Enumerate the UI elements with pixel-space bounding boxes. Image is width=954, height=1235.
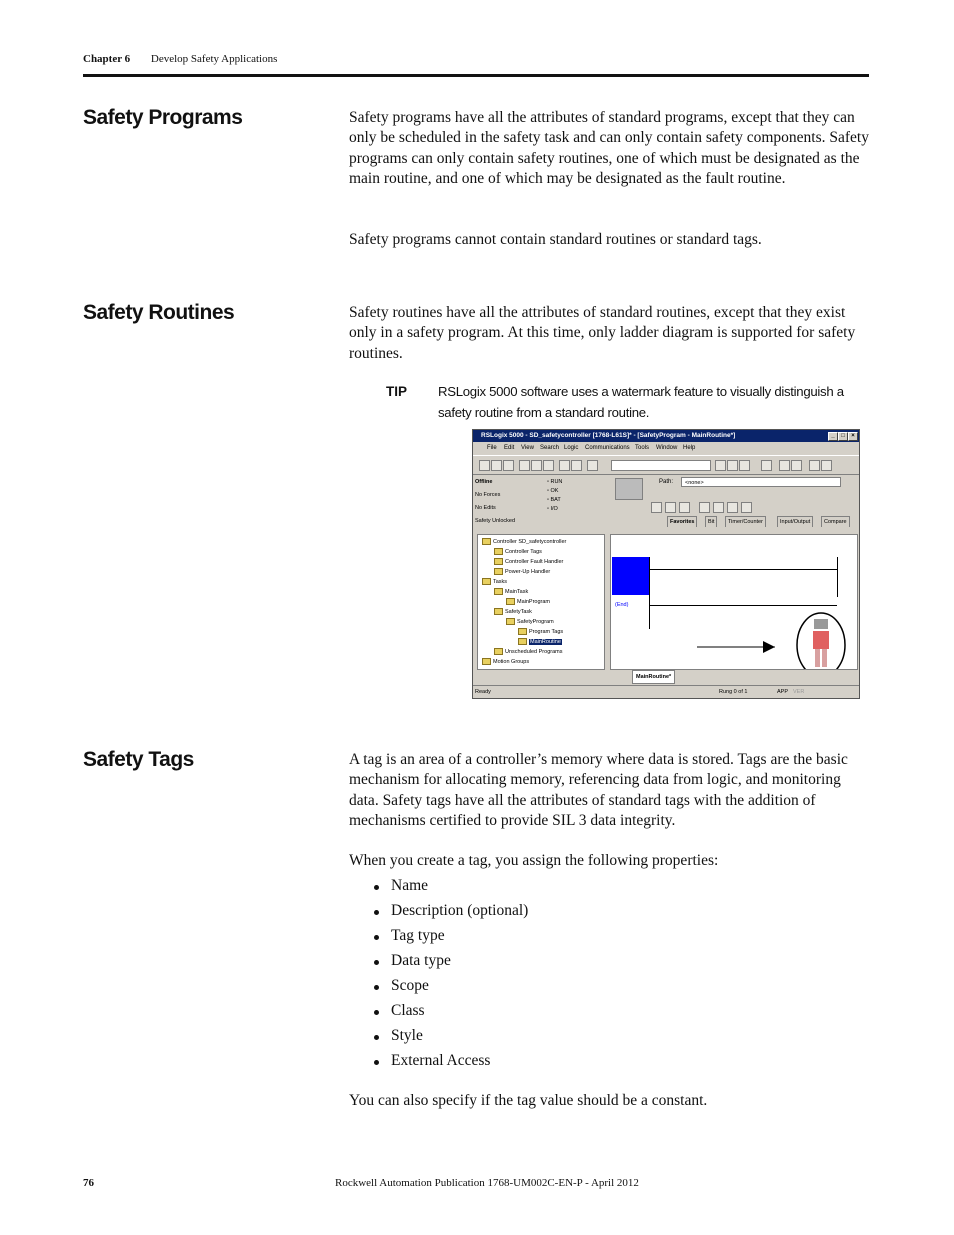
tree-motion-groups <box>482 658 529 665</box>
otl-icon <box>741 502 752 513</box>
menu-bar <box>473 443 859 453</box>
search-combo <box>611 460 711 471</box>
list-item: Style <box>372 1025 528 1050</box>
folder-icon <box>482 658 491 665</box>
menu-help: Help <box>683 445 696 451</box>
status-bar <box>473 685 859 698</box>
folder-icon <box>494 568 503 575</box>
tag-properties-list <box>372 875 528 1075</box>
indicator-run-label: RUN <box>550 479 563 485</box>
menu-logic: Logic <box>564 445 579 451</box>
controller-organizer <box>477 534 605 670</box>
ote-icon <box>727 502 738 513</box>
tree-tasks <box>482 578 507 585</box>
indicator-ok-label: OK <box>550 488 559 494</box>
level-icon <box>679 502 690 513</box>
key-switch-icon <box>615 478 643 500</box>
list-item: Scope <box>372 975 528 1000</box>
tree-controller-tags-label: Controller Tags <box>505 548 542 555</box>
indicator-ok: ▫ OK <box>547 488 559 494</box>
indicator-bat: ▫ BAT <box>547 497 561 503</box>
tags-paragraph-2: When you create a tag, you assign the following properties: <box>349 852 719 869</box>
status-rung: Rung 0 of 1 <box>719 689 748 695</box>
tree-safety-task <box>494 608 532 615</box>
tip-text: RSLogix 5000 software uses a watermark feature to visually distinguish a safety routine from a standard routine. <box>438 384 844 420</box>
ladder-element-toolbar <box>651 502 831 512</box>
folder-icon <box>518 638 527 645</box>
folder-icon <box>494 548 503 555</box>
end-label: (End) <box>615 602 629 608</box>
left-power-rail <box>649 557 650 629</box>
minimize-icon: _ <box>828 432 838 441</box>
save-icon <box>503 460 514 471</box>
verify-icon <box>715 460 726 471</box>
publication-footer: Rockwell Automation Publication 1768-UM002C-EN-P - April 2012 <box>335 1177 639 1189</box>
tree-controller <box>482 538 566 545</box>
tree-main-routine <box>518 638 562 645</box>
tree-power-up-label: Power-Up Handler <box>505 568 551 575</box>
status-ready: Ready <box>475 689 491 695</box>
list-item: Name <box>372 875 528 900</box>
tree-tasks-label: Tasks <box>493 578 508 585</box>
status-offline: Offline <box>475 479 493 485</box>
tree-safety-program-label: SafetyProgram <box>517 618 554 625</box>
tree-safety-program <box>506 618 554 625</box>
heading-safety-routines: Safety Routines <box>83 301 235 324</box>
tree-main-routine-label: MainRoutine <box>530 638 561 645</box>
tip-label: TIP <box>386 384 408 399</box>
rung-icon <box>651 502 662 513</box>
tab-main-routine: MainRoutine* <box>632 670 675 684</box>
list-item: Class <box>372 1000 528 1025</box>
routines-paragraph-1: Safety routines have all the attributes of standard routines, except that they exist only in a safety program. At this time, only ladder diagram is supported for safety routines. <box>349 304 856 362</box>
guard-leg-icon <box>822 649 827 667</box>
chapter-label: Chapter 6 <box>83 53 131 65</box>
menu-communications: Communications <box>585 445 630 451</box>
header-rule <box>83 74 869 77</box>
tree-power-up <box>494 568 550 575</box>
rslogix-screenshot <box>472 429 860 699</box>
xic-icon <box>699 502 710 513</box>
tree-fault-handler <box>494 558 563 565</box>
folder-icon <box>494 648 503 655</box>
list-item: Data type <box>372 950 528 975</box>
menu-file: File <box>487 445 497 451</box>
folder-icon <box>482 538 491 545</box>
open-icon <box>491 460 502 471</box>
indicator-bat-label: BAT <box>550 497 561 503</box>
rung-selection <box>612 557 649 595</box>
status-no-edits: No Edits <box>475 505 496 511</box>
menu-window: Window <box>656 445 678 451</box>
folder-icon <box>494 588 503 595</box>
tab-timer-counter: Timer/Counter <box>725 516 766 527</box>
guard-hat-icon <box>814 619 828 629</box>
tree-program-tags <box>518 628 563 635</box>
chapter-title: Develop Safety Applications <box>150 53 278 65</box>
tree-main-program-label: MainProgram <box>517 598 551 605</box>
tags-paragraph-3: You can also specify if the tag value should be a constant. <box>349 1092 708 1109</box>
menu-tools: Tools <box>635 445 650 451</box>
heading-safety-programs: Safety Programs <box>83 106 243 129</box>
network-icon <box>739 460 750 471</box>
folder-icon <box>494 558 503 565</box>
undo-icon <box>559 460 570 471</box>
path-box: <none> <box>681 477 841 487</box>
menu-search: Search <box>540 445 560 451</box>
xio-icon <box>713 502 724 513</box>
tab-compare: Compare <box>821 516 850 527</box>
status-safety-unlocked: Safety Unlocked <box>475 518 516 524</box>
maximize-icon: □ <box>838 432 848 441</box>
tab-bit: Bit <box>705 516 717 527</box>
tags-paragraph-1: A tag is an area of a controller’s memory where data is stored. Tags are the basic mechanism for allocating memory, referencing data from logic, and monitoring data. Safety tags have all the attributes of standard tags with the addition of mechanisms certified to provide SIL 3 data integrity. <box>349 751 848 829</box>
programs-paragraph-2: Safety programs cannot contain standard routines or standard tags. <box>349 231 762 248</box>
copy-icon <box>531 460 542 471</box>
routine-tab-bar <box>610 670 856 682</box>
tree-unscheduled <box>494 648 562 655</box>
close-icon: × <box>848 432 858 441</box>
tree-controller-label: Controller SD_safetycontroller <box>493 538 567 545</box>
tree-unscheduled-label: Unscheduled Programs <box>505 648 563 655</box>
watermark-figure <box>693 609 853 669</box>
tree-safety-task-label: SafetyTask <box>505 608 532 615</box>
path-label: Path: <box>659 479 674 485</box>
indicator-io-label: I/O <box>550 506 558 512</box>
folder-icon <box>494 608 503 615</box>
list-item: Tag type <box>372 925 528 950</box>
find-icon <box>587 460 598 471</box>
folder-icon <box>482 578 491 585</box>
folder-icon <box>506 598 515 605</box>
zoom-in-icon <box>809 460 820 471</box>
guard-body-icon <box>813 631 829 649</box>
guard-leg-icon <box>815 649 820 667</box>
cut-icon <box>519 460 530 471</box>
paste-icon <box>543 460 554 471</box>
heading-safety-tags: Safety Tags <box>83 748 194 771</box>
toolbar <box>473 455 859 475</box>
redo-icon <box>571 460 582 471</box>
tab-input-output: Input/Output <box>777 516 813 527</box>
instruction-tabs <box>649 516 859 526</box>
list-item: External Access <box>372 1050 528 1075</box>
tree-fault-handler-label: Controller Fault Handler <box>505 558 564 565</box>
status-ver: VER <box>793 689 805 695</box>
tree-main-task <box>494 588 528 595</box>
tree-main-task-label: MainTask <box>505 588 529 595</box>
ladder-editor <box>610 534 858 670</box>
window-title: RSLogix 5000 - SD_safetycontroller [1768-L61S]* - [SafetyProgram - MainRoutine*] <box>481 432 736 439</box>
indicator-run: ▫ RUN <box>547 479 563 485</box>
controller-status-panel <box>475 476 545 528</box>
branch-icon <box>665 502 676 513</box>
folder-icon <box>518 628 527 635</box>
programs-paragraph-1: Safety programs have all the attributes of standard programs, except that they can only be scheduled in the safety task and can only contain safety components. Safety programs can only contain safety routines, one of which must be designated as the main routine, and one of which may be designated as the fault routine. <box>349 109 869 187</box>
running-header <box>83 53 277 65</box>
verify-all-icon <box>727 460 738 471</box>
menu-view: View <box>521 445 534 451</box>
arrow-head-icon <box>763 641 775 653</box>
new-icon <box>479 460 490 471</box>
rung-line <box>649 569 837 570</box>
tree-controller-tags <box>494 548 542 555</box>
tree-motion-groups-label: Motion Groups <box>493 658 530 665</box>
tree-main-program <box>506 598 550 605</box>
properties-icon <box>761 460 772 471</box>
list-item: Description (optional) <box>372 900 528 925</box>
status-no-forces: No Forces <box>475 492 501 498</box>
status-app: APP <box>777 689 789 695</box>
indicator-io: ▫ I/O <box>547 506 558 512</box>
right-power-rail <box>837 557 838 597</box>
tree-program-tags-label: Program Tags <box>529 628 564 635</box>
tab-favorites: Favorites <box>667 516 697 527</box>
zoom-out-icon <box>821 460 832 471</box>
folder-icon <box>506 618 515 625</box>
ladder-edit-icon <box>791 460 802 471</box>
end-rung-line <box>649 605 837 606</box>
page-number: 76 <box>83 1177 94 1189</box>
menu-edit: Edit <box>504 445 515 451</box>
ladder-verify-icon <box>779 460 790 471</box>
window-titlebar <box>473 430 859 442</box>
